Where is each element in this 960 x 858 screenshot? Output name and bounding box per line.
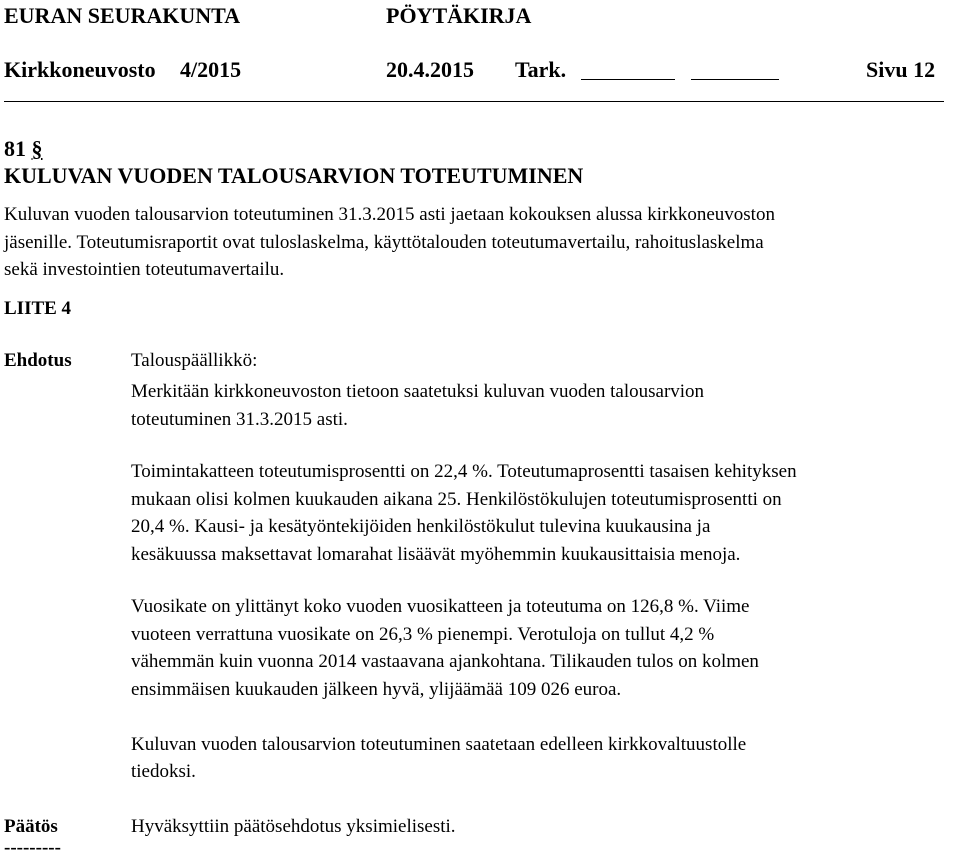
header-divider: [4, 101, 944, 102]
proposal-line: Toimintakatteen toteutumisprosentti on 22,4 %. Toteutumaprosentti tasaisen kehityksen: [131, 461, 797, 482]
signature-line-2: [691, 79, 779, 80]
proposal-line: tiedoksi.: [131, 761, 196, 782]
document-type: PÖYTÄKIRJA: [386, 3, 532, 28]
section-number-value: 81: [4, 136, 26, 161]
proposal-label: Ehdotus: [4, 350, 72, 371]
section-number: [4, 137, 43, 161]
proposal-line: kesäkuussa maksettavat lomarahat lisäävät myöhemmin kuukausittaisia menoja.: [131, 544, 741, 565]
decision-label: Päätös: [4, 816, 58, 837]
proposal-line: mukaan olisi kolmen kuukauden aikana 25. Henkilöstökulujen toteutumisprosentti on: [131, 489, 782, 510]
section-mark: §: [31, 136, 43, 161]
decision-dashes: ---------: [4, 837, 61, 858]
intro-line-3: sekä investointien toteutumavertailu.: [4, 259, 285, 280]
proposal-line: toteutuminen 31.3.2015 asti.: [131, 409, 348, 430]
page-number: Sivu 12: [866, 57, 936, 82]
meeting-number: 4/2015: [180, 57, 242, 82]
proposal-line: Merkitään kirkkoneuvoston tietoon saatetuksi kuluvan vuoden talousarvion: [131, 381, 705, 402]
proposal-line: vähemmän kuin vuonna 2014 vastaavana ajankohtana. Tilikauden tulos on kolmen: [131, 651, 759, 672]
section-title: KULUVAN VUODEN TALOUSARVION TOTEUTUMINEN: [4, 163, 584, 188]
proposal-line: ensimmäisen kuukauden jälkeen hyvä, ylijäämää 109 026 euroa.: [131, 679, 622, 700]
tark-label: Tark.: [515, 57, 567, 82]
proposal-line: 20,4 %. Kausi- ja kesätyöntekijöiden henkilöstökulut tulevina kuukausina ja: [131, 516, 711, 537]
proposal-line: vuoteen verrattuna vuosikate on 26,3 % pienempi. Verotuloja on tullut 4,2 %: [131, 624, 715, 645]
signature-line-1: [581, 79, 675, 80]
decision-text: Hyväksyttiin päätösehdotus yksimielisesti.: [131, 816, 456, 837]
intro-line-1: Kuluvan vuoden talousarvion toteutuminen 31.3.2015 asti jaetaan kokouksen alussa kirkkoneuvoston: [4, 204, 775, 225]
proposal-line: Vuosikate on ylittänyt koko vuoden vuosikatteen ja toteutuma on 126,8 %. Viime: [131, 596, 750, 617]
meeting-date: 20.4.2015: [386, 57, 474, 82]
proposer: Talouspäällikkö:: [131, 350, 258, 371]
intro-line-2: jäsenille. Toteutumisraportit ovat tuloslaskelma, käyttötalouden toteutumavertailu, rahoituslaskelma: [4, 232, 764, 253]
proposal-line: Kuluvan vuoden talousarvion toteutuminen saatetaan edelleen kirkkovaltuustolle: [131, 734, 747, 755]
meeting-body: Kirkkoneuvosto: [4, 57, 156, 82]
organization-name: EURAN SEURAKUNTA: [4, 3, 241, 28]
attachment-label: LIITE 4: [4, 298, 72, 319]
